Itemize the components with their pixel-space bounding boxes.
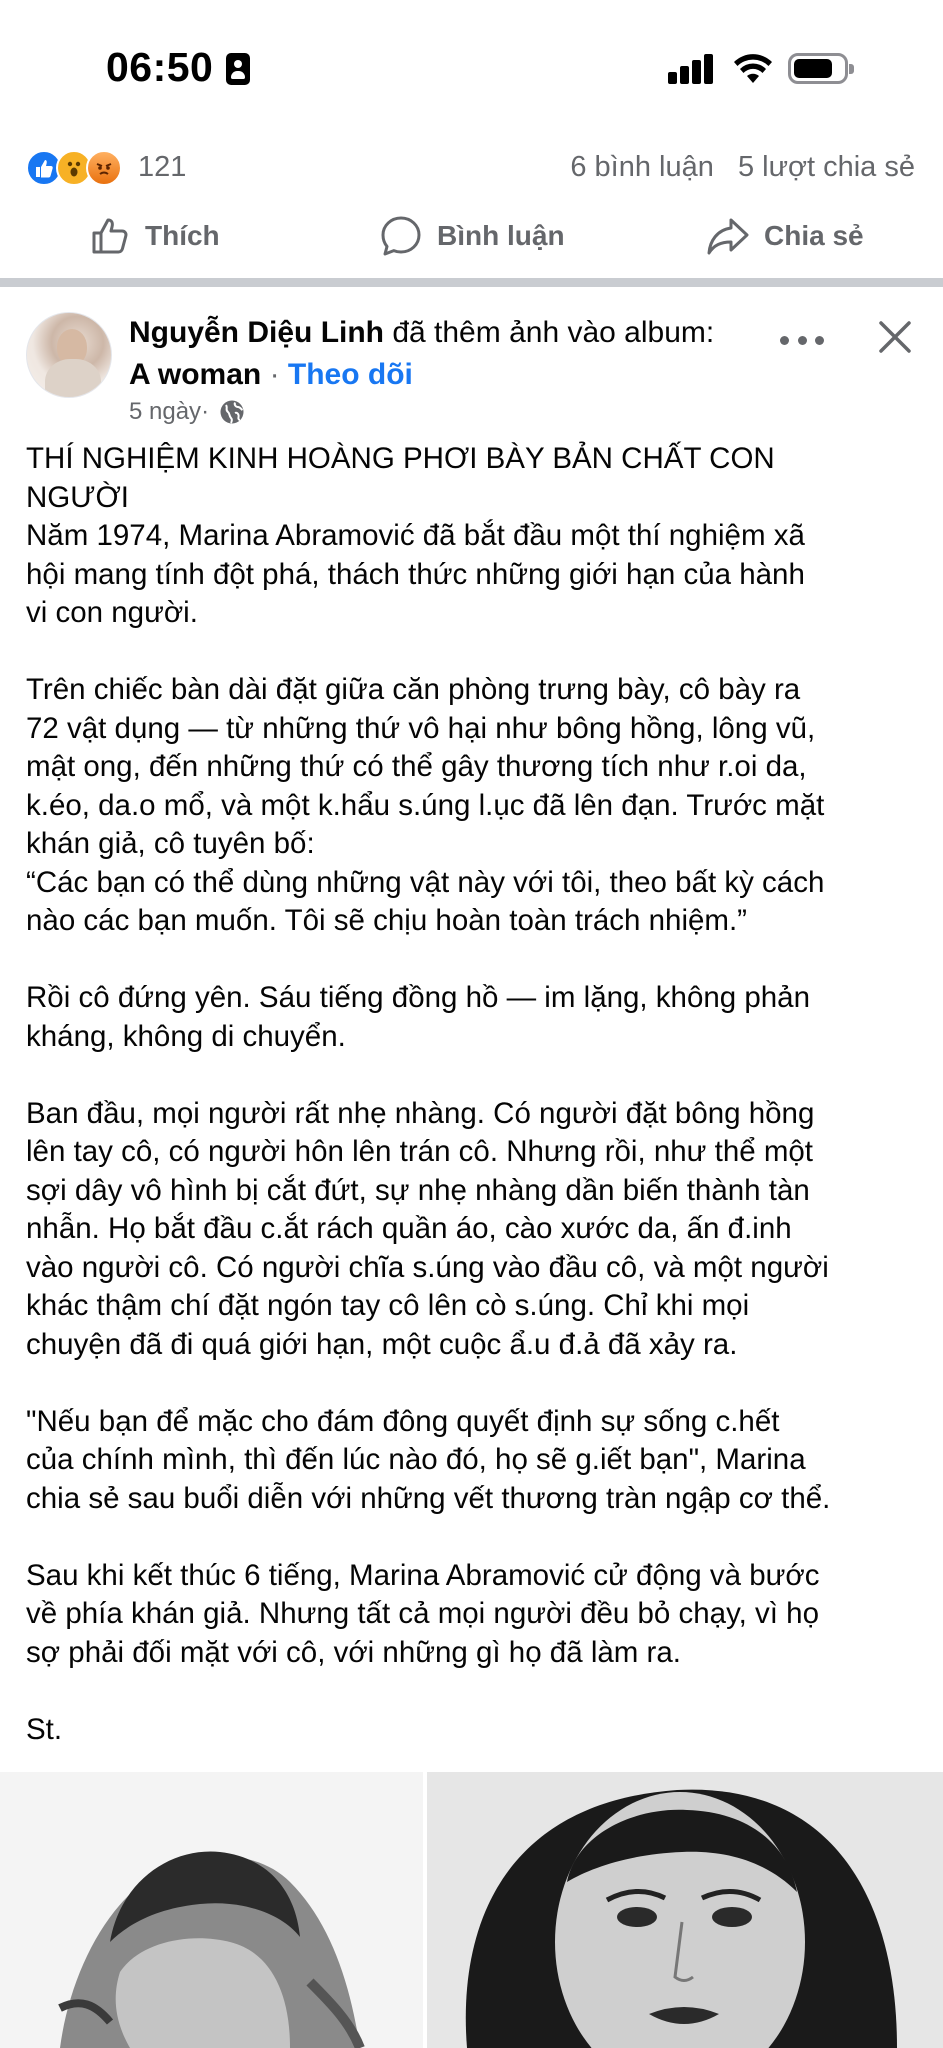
share-button[interactable] [706, 210, 864, 262]
person-badge-icon [226, 53, 250, 85]
cellular-signal-icon [668, 54, 714, 84]
status-time: 06:50 [106, 44, 214, 90]
comment-label: Bình luận [437, 220, 565, 251]
post-body-text: THÍ NGHIỆM KINH HOÀNG PHƠI BÀY BẢN CHẤT CON NGƯỜI Năm 1974, Marina Abramović đã bắt đầu một thí nghiệm xã hội mang tính đột phá, thách thức những giới hạn của hành vi con người. Trên chiếc bàn dài đặt giữa căn phòng trưng bày, cô bày ra 72 vật dụng — từ những thứ vô hại như bông hồng, lông vũ, mật ong, đến những thứ có thể gây thương tích như r.oi da, k.éo, da.o mổ, và một k.hẩu s.úng l.ục đã lên đạn. Trước mặt khán giả, cô tuyên bố: “Các bạn có thể dùng những vật này với tôi, theo bất kỳ cách nào các bạn muốn. Tôi sẽ chịu hoàn toàn trách nhiệm.” Rồi cô đứng yên. Sáu tiếng đồng hồ — im lặng, không phản kháng, không di chuyển. Ban đầu, mọi người rất nhẹ nhàng. Có người đặt bông hồng lên tay cô, có người hôn lên trán cô. Nhưng rồi, như thể một sợi dây vô hình bị cắt đứt, sự nhẹ nhàng dần biến thành tàn nhẫn. Họ bắt đầu c.ắt rách quần áo, cào xước da, ấn đ.inh vào người cô. Có người chĩa s.úng vào đầu cô, và một người khác thậm chí đặt ngón tay cô lên cò s.úng. Chỉ khi mọi chuyện đã đi quá giới hạn, một cuộc ẩ.u đ.ả đã xảy ra. "Nếu bạn để mặc cho đám đông quyết định sự sống c.hết của chính mình, thì đến lúc nào đó, họ sẽ g.iết bạn", Marina chia sẻ sau buổi diễn với những vết thương tràn ngập cơ thể. Sau khi kết thúc 6 tiếng, Marina Abramović cử động và bước về phía khán giả. Nhưng tất cả mọi người đều bỏ chạy, vì họ sợ phải đối mặt với cô, với những gì họ đã làm ra. St. [26, 442, 831, 1746]
like-label: Thích [145, 220, 220, 251]
wifi-icon [734, 54, 772, 84]
album-separator: · [261, 358, 288, 391]
share-arrow-icon [706, 215, 750, 257]
battery-icon [788, 53, 848, 84]
post-meta [129, 398, 245, 426]
comment-button[interactable] [379, 210, 565, 262]
thumbs-up-icon [89, 215, 131, 257]
reaction-count[interactable]: 121 [138, 151, 187, 183]
author-line [129, 312, 769, 354]
post-photo-2[interactable] [427, 1772, 943, 2048]
engagement-counts [554, 151, 915, 184]
section-divider [0, 278, 943, 287]
reaction-icons[interactable] [26, 148, 136, 188]
follow-button[interactable]: Theo dõi [287, 358, 413, 391]
comment-bubble-icon [379, 214, 423, 258]
share-count[interactable]: 5 lượt chia sẻ [737, 151, 915, 183]
post-action-bar [0, 210, 943, 270]
post-time[interactable]: 5 ngày [129, 398, 202, 425]
more-options-button[interactable] [780, 328, 824, 352]
angry-reaction-icon [86, 150, 122, 186]
author-name[interactable]: Nguyễn Diệu Linh [129, 316, 384, 349]
album-name[interactable]: A woman [129, 358, 262, 391]
album-line [129, 354, 413, 396]
avatar[interactable] [26, 312, 112, 398]
globe-icon [219, 399, 245, 425]
post-photo-1[interactable] [0, 1772, 423, 2048]
close-icon[interactable] [876, 318, 914, 356]
status-bar [0, 0, 943, 130]
post-photos [0, 1772, 943, 2048]
post-header [0, 300, 943, 440]
author-action-text: đã thêm ảnh vào album: [384, 316, 715, 349]
post-time-separator: · [201, 398, 210, 425]
share-label: Chia sẻ [764, 220, 864, 251]
comment-count[interactable]: 6 bình luận [570, 151, 714, 183]
reactions-summary[interactable] [0, 148, 943, 190]
like-button[interactable] [89, 210, 220, 262]
